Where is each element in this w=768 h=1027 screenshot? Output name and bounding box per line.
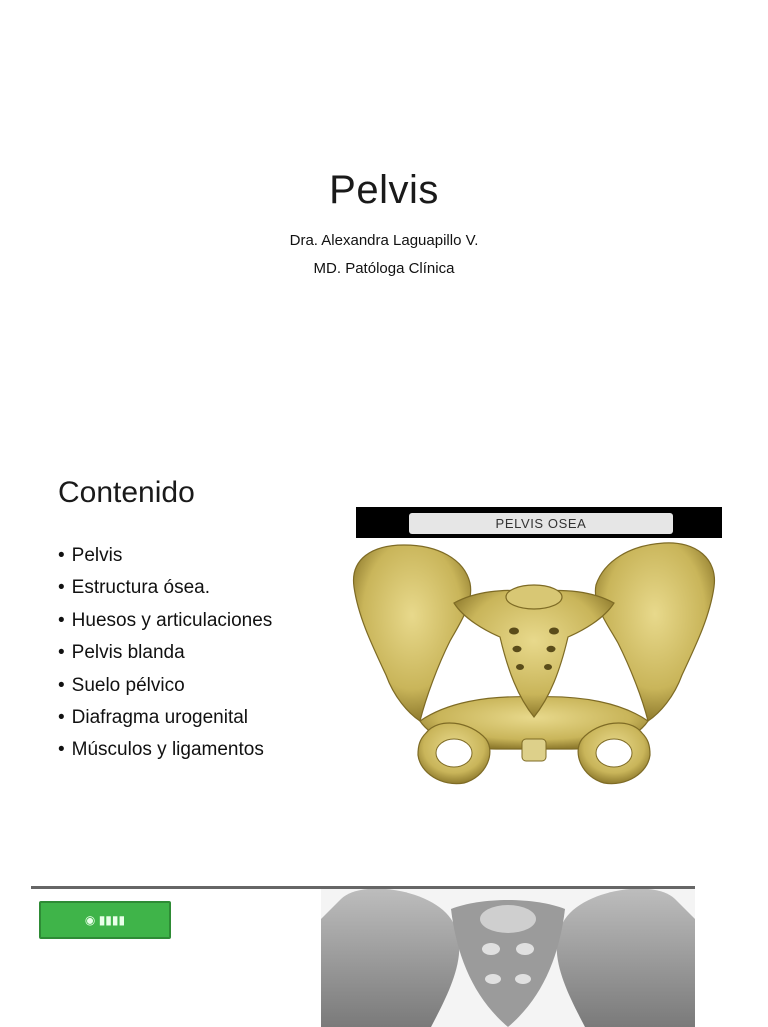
xray-slide bbox=[0, 880, 768, 1024]
title-slide bbox=[0, 0, 768, 420]
list-item: • Diafragma urogenital bbox=[58, 702, 272, 734]
slide-title: Pelvis bbox=[329, 168, 439, 212]
figure-label: PELVIS OSEA bbox=[409, 513, 673, 534]
logo-badge-icon: ◉ ▮▮▮▮ bbox=[39, 901, 171, 939]
list-item: • Pelvis blanda bbox=[58, 637, 272, 669]
pelvis-bone-icon bbox=[346, 507, 722, 797]
author-name: Dra. Alexandra Laguapillo V. bbox=[289, 232, 479, 249]
list-item: • Huesos y articulaciones bbox=[58, 605, 272, 637]
author-role: MD. Patóloga Clínica bbox=[313, 260, 455, 277]
pelvis-illustration bbox=[346, 507, 722, 797]
xray-strip bbox=[31, 886, 695, 1027]
contents-list bbox=[58, 540, 272, 767]
xray-pelvis-icon bbox=[321, 889, 695, 1027]
list-item: • Músculos y ligamentos bbox=[58, 734, 272, 766]
contents-heading: Contenido bbox=[58, 476, 195, 509]
list-item: • Pelvis bbox=[58, 540, 272, 572]
contents-slide bbox=[0, 440, 768, 870]
list-item: • Estructura ósea. bbox=[58, 572, 272, 604]
list-item: • Suelo pélvico bbox=[58, 670, 272, 702]
